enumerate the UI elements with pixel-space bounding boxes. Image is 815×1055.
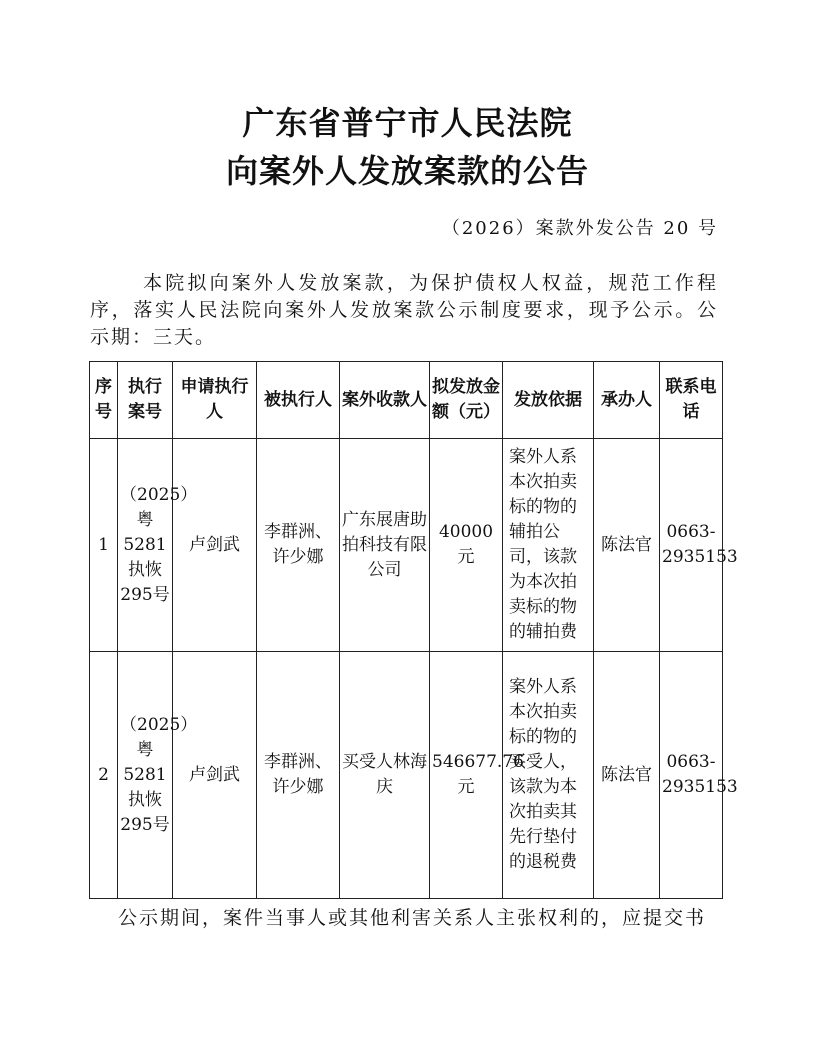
table-row bbox=[90, 439, 723, 652]
cell-basis: 案外人系本次拍卖标的物的辅拍公司，该款为本次拍卖标的物的辅拍费 bbox=[503, 439, 594, 652]
header-case-no: 执行案号 bbox=[118, 362, 173, 439]
cell-seq: 2 bbox=[90, 652, 118, 899]
cell-applicant: 卢剑武 bbox=[173, 439, 257, 652]
header-applicant: 申请执行人 bbox=[173, 362, 257, 439]
cell-seq: 1 bbox=[90, 439, 118, 652]
title-line-2: 向案外人发放案款的公告 bbox=[225, 152, 589, 190]
cell-case-no: （2025）粤5281执恢295号 bbox=[118, 439, 173, 652]
cell-applicant: 卢剑武 bbox=[173, 652, 257, 899]
cell-phone: 0663-2935153 bbox=[660, 652, 723, 899]
cell-case-no: （2025）粤5281执恢295号 bbox=[118, 652, 173, 899]
cell-respondent: 李群洲、许少娜 bbox=[257, 652, 340, 899]
cell-phone: 0663-2935153 bbox=[660, 439, 723, 652]
footer-paragraph: 公示期间，案件当事人或其他利害关系人主张权利的，应提交书 bbox=[118, 907, 707, 929]
cell-basis: 案外人系本次拍卖标的物的买受人，该款为本次拍卖其先行垫付的退税费 bbox=[503, 652, 594, 899]
header-basis: 发放依据 bbox=[503, 362, 594, 439]
header-phone: 联系电话 bbox=[660, 362, 723, 439]
header-payee: 案外收款人 bbox=[340, 362, 430, 439]
title-line-1: 广东省普宁市人民法院 bbox=[242, 104, 573, 142]
intro-text: 本院拟向案外人发放案款，为保护债权人权益，规范工作程序，落实人民法院向案外人发放案款公示制度要求，现予公示。公示期：三天。 bbox=[90, 272, 718, 348]
table-row bbox=[90, 652, 723, 899]
document-number: （2026）案款外发公告 20 号 bbox=[441, 218, 718, 239]
header-officer: 承办人 bbox=[594, 362, 660, 439]
disbursement-table bbox=[89, 361, 738, 899]
cell-respondent: 李群洲、许少娜 bbox=[257, 439, 340, 652]
header-respondent: 被执行人 bbox=[257, 362, 340, 439]
cell-payee: 广东展唐助拍科技有限公司 bbox=[340, 439, 430, 652]
table-header-row bbox=[90, 362, 723, 439]
header-seq: 序号 bbox=[90, 362, 118, 439]
cell-officer: 陈法官 bbox=[594, 652, 660, 899]
cell-amount: 546677.76元 bbox=[430, 652, 503, 899]
header-amount: 拟发放金额（元） bbox=[430, 362, 503, 439]
cell-officer: 陈法官 bbox=[594, 439, 660, 652]
intro-paragraph bbox=[90, 270, 718, 351]
cell-payee: 买受人林海庆 bbox=[340, 652, 430, 899]
cell-amount: 40000元 bbox=[430, 439, 503, 652]
